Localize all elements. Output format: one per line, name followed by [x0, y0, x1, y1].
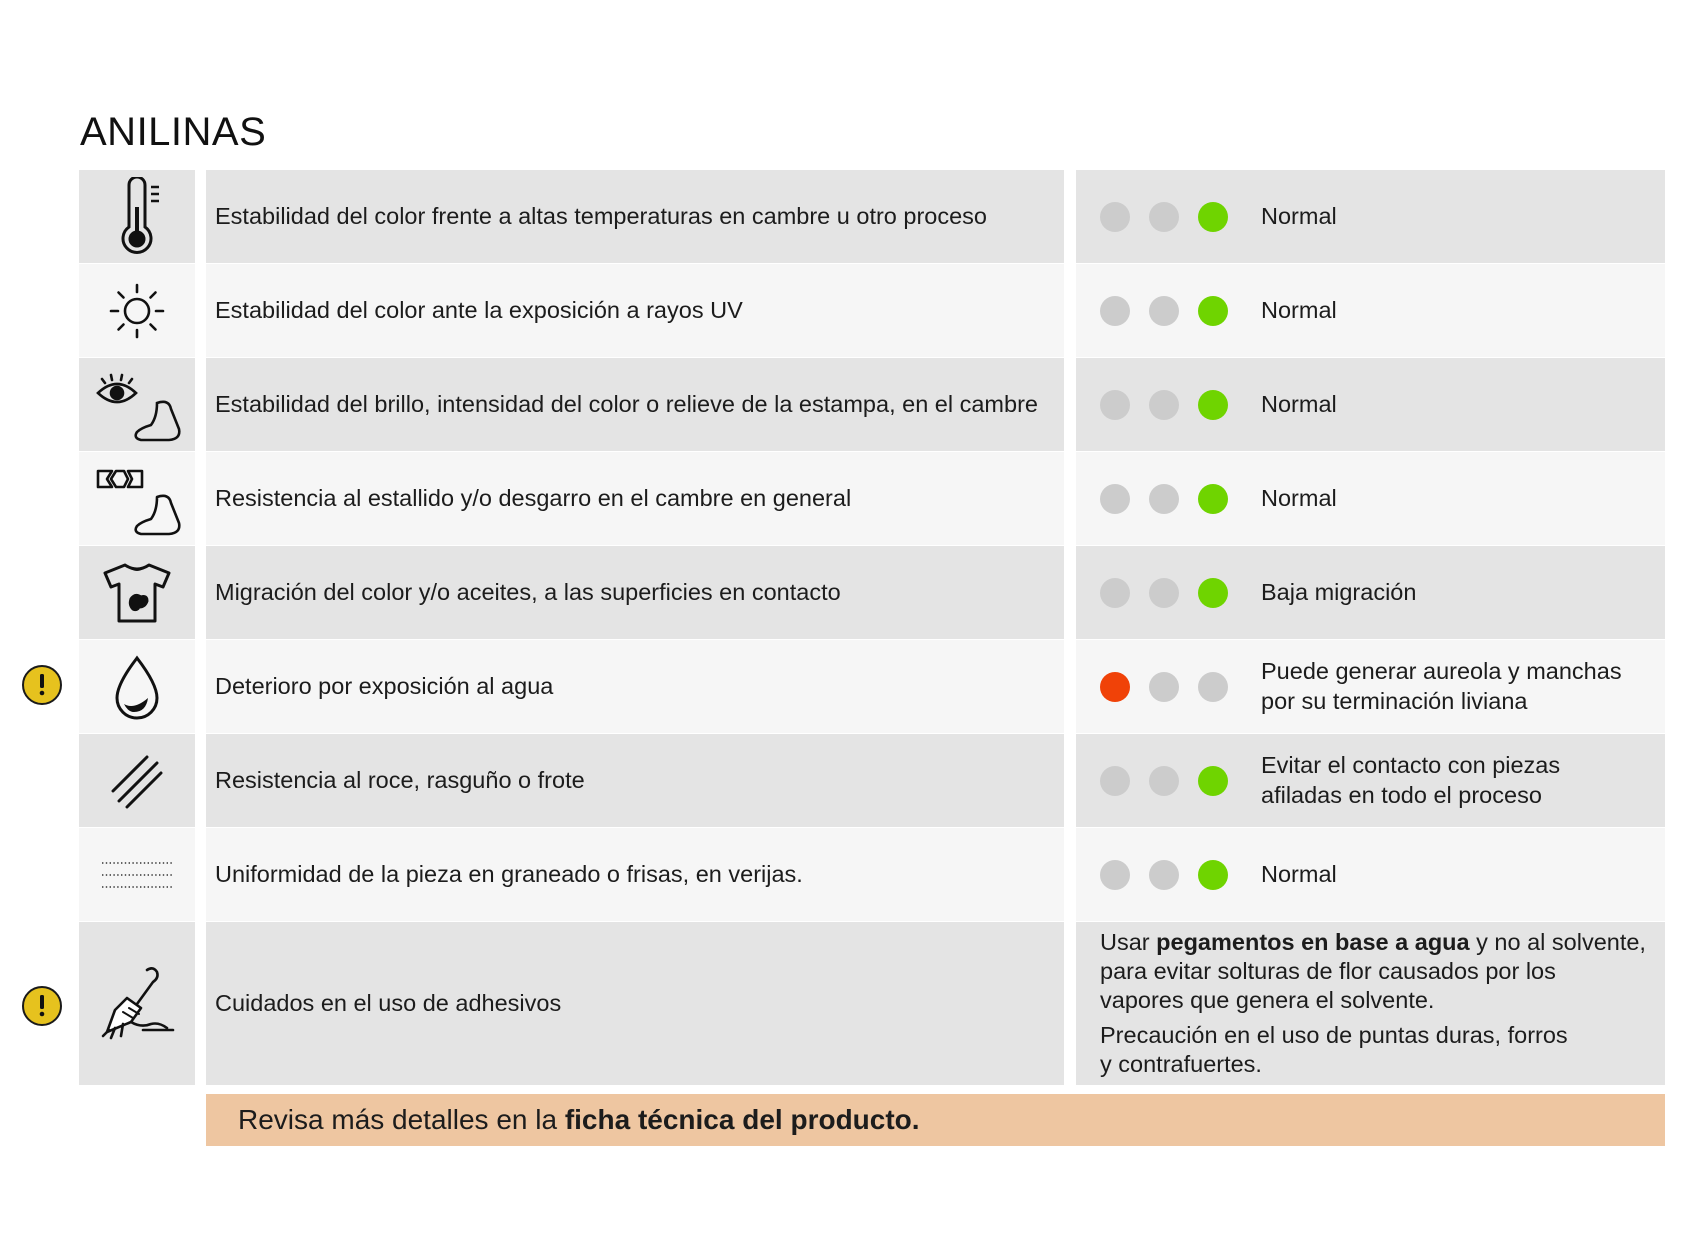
- row-description-cell: [206, 922, 1064, 1085]
- row-rating-cell: [1076, 264, 1665, 357]
- note-bold-text: pegamentos en base a agua: [1156, 929, 1470, 956]
- rating-dot-low: [1100, 202, 1130, 232]
- adhesive-note-paragraph-2: [1100, 1021, 1646, 1079]
- rating-dot-mid: [1149, 766, 1179, 796]
- row-rating-cell: [1076, 546, 1665, 639]
- rating-dots: [1100, 672, 1247, 702]
- rating-text: [1261, 751, 1560, 810]
- rating-dot-low: [1100, 390, 1130, 420]
- rating-text: Baja migración: [1261, 578, 1417, 605]
- rating-text-line: por su terminación liviana: [1261, 687, 1528, 714]
- note-text: Precaución en el uso de puntas duras, forros: [1100, 1021, 1568, 1048]
- thermometer-icon: [107, 177, 167, 257]
- row-description-cell: [206, 170, 1064, 263]
- row-description: Estabilidad del color frente a altas temperaturas en cambre u otro proceso: [215, 203, 988, 230]
- row-rating-cell: [1076, 640, 1665, 733]
- row-description-cell: [206, 358, 1064, 451]
- row-description-cell: [206, 264, 1064, 357]
- rating-text: Normal: [1261, 202, 1337, 229]
- rating-dot-low: [1100, 578, 1130, 608]
- rating-dots: [1100, 296, 1247, 326]
- row-rating-cell: [1076, 358, 1665, 451]
- rating-dots: [1100, 484, 1247, 514]
- row-rating-cell: [1076, 734, 1665, 827]
- adhesive-note-paragraph-1: [1100, 928, 1646, 1015]
- row-rating-cell: [1076, 828, 1665, 921]
- row-icon-cell: [79, 546, 195, 639]
- row-description: Migración del color y/o aceites, a las superficies en contacto: [215, 579, 841, 606]
- row-icon-cell: [79, 170, 195, 263]
- footer-link-text: ficha técnica del producto.: [564, 1104, 920, 1135]
- rating-dots: [1100, 578, 1247, 608]
- rating-dot-mid: [1149, 860, 1179, 890]
- row-description: Resistencia al estallido y/o desgarro en el cambre en general: [215, 485, 852, 512]
- rating-text-line: Puede generar aureola y manchas: [1261, 658, 1622, 685]
- rating-dot-high: [1198, 390, 1228, 420]
- row-icon-cell: [79, 264, 195, 357]
- glue-brush-icon: [95, 964, 179, 1044]
- scratch-lines-icon: [107, 751, 167, 811]
- table-row: [0, 452, 1681, 545]
- row-icon-cell: [79, 734, 195, 827]
- rating-dot-high: [1198, 766, 1228, 796]
- rating-dot-high: [1198, 672, 1228, 702]
- water-drop-icon: [112, 654, 162, 720]
- table-row: [0, 264, 1681, 357]
- table-row: [0, 170, 1681, 263]
- note-text: Usar: [1100, 929, 1157, 956]
- row-description: Estabilidad del color ante la exposición a rayos UV: [215, 297, 743, 324]
- row-description: Resistencia al roce, rasguño o frote: [215, 767, 585, 794]
- row-description-cell: [206, 546, 1064, 639]
- tshirt-stain-icon: [99, 561, 175, 625]
- note-text: y contrafuertes.: [1100, 1050, 1262, 1077]
- row-icon-cell: [79, 922, 195, 1085]
- grain-dots-icon: [100, 858, 174, 892]
- tear-shoe-icon: [92, 459, 182, 539]
- page-title: ANILINAS: [80, 110, 267, 154]
- rating-dot-low: [1100, 672, 1130, 702]
- row-icon-cell: [79, 828, 195, 921]
- rating-dots: [1100, 202, 1247, 232]
- row-rating-cell: [1076, 452, 1665, 545]
- rating-dot-mid: [1149, 578, 1179, 608]
- row-description: Uniformidad de la pieza en graneado o frisas, en verijas.: [215, 861, 803, 888]
- rating-text: Normal: [1261, 390, 1337, 417]
- rating-dots: [1100, 390, 1247, 420]
- row-description: Deterioro por exposición al agua: [215, 673, 554, 700]
- table-row: [0, 640, 1681, 733]
- rating-dots: [1100, 860, 1247, 890]
- row-description-cell: [206, 828, 1064, 921]
- row-icon-cell: [79, 452, 195, 545]
- rating-dot-high: [1198, 860, 1228, 890]
- footer-text-prefix: Revisa más detalles en la: [238, 1104, 565, 1135]
- rating-text-line: afiladas en todo el proceso: [1261, 781, 1542, 808]
- table-row: [0, 734, 1681, 827]
- rating-dot-low: [1100, 860, 1130, 890]
- rating-dot-mid: [1149, 672, 1179, 702]
- row-description-cell: [206, 640, 1064, 733]
- row-description-cell: [206, 452, 1064, 545]
- adhesive-note: [1076, 928, 1646, 1078]
- rating-dot-mid: [1149, 296, 1179, 326]
- sun-icon: [107, 281, 167, 341]
- note-text: y no al solvente,: [1469, 929, 1646, 956]
- note-text: para evitar solturas de flor causados por los: [1100, 958, 1556, 985]
- rating-dot-high: [1198, 202, 1228, 232]
- rating-dot-high: [1198, 296, 1228, 326]
- row-description: Cuidados en el uso de adhesivos: [215, 990, 562, 1017]
- rating-text: Normal: [1261, 296, 1337, 323]
- table-row: [0, 546, 1681, 639]
- table-row: [0, 828, 1681, 921]
- rating-dot-mid: [1149, 202, 1179, 232]
- table-row: [0, 922, 1681, 1085]
- rating-dot-mid: [1149, 484, 1179, 514]
- table-row: [0, 358, 1681, 451]
- rating-dot-low: [1100, 766, 1130, 796]
- row-icon-cell: [79, 358, 195, 451]
- rating-dot-high: [1198, 484, 1228, 514]
- footer-text: [238, 1104, 920, 1136]
- row-description-cell: [206, 734, 1064, 827]
- rating-dot-low: [1100, 484, 1130, 514]
- rating-dot-mid: [1149, 390, 1179, 420]
- footer-banner: [206, 1094, 1665, 1146]
- row-description: Estabilidad del brillo, intensidad del color o relieve de la estampa, en el cambre: [215, 391, 1038, 418]
- row-rating-cell: [1076, 922, 1665, 1085]
- rating-text: Normal: [1261, 484, 1337, 511]
- row-rating-cell: [1076, 170, 1665, 263]
- eye-shoe-icon: [92, 365, 182, 445]
- rating-dot-low: [1100, 296, 1130, 326]
- note-text: vapores que genera el solvente.: [1100, 987, 1435, 1014]
- row-icon-cell: [79, 640, 195, 733]
- rating-dots: [1100, 766, 1247, 796]
- rating-text-line: Evitar el contacto con piezas: [1261, 752, 1561, 779]
- rating-text: [1261, 657, 1622, 716]
- rating-dot-high: [1198, 578, 1228, 608]
- rating-text: Normal: [1261, 860, 1337, 887]
